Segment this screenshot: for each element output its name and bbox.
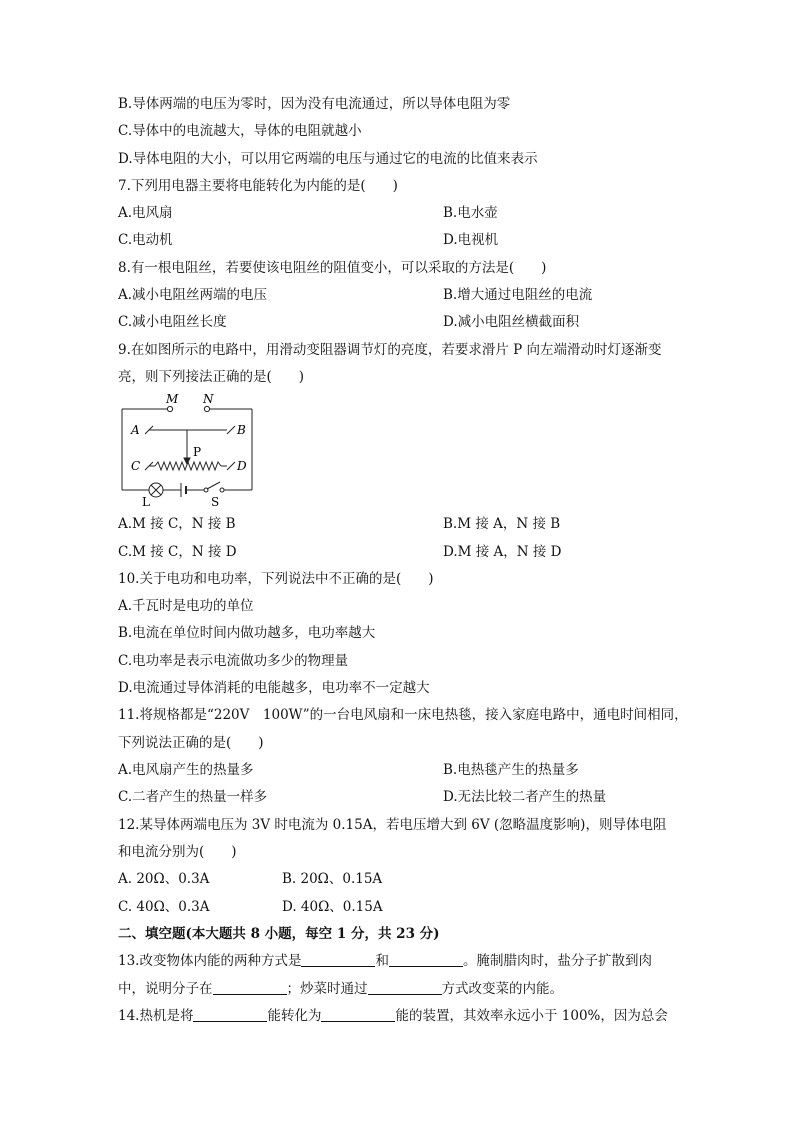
- q13-text-3: 。腌制腊肉时，盐分子扩散到肉: [462, 953, 652, 969]
- blank-field: [193, 1007, 267, 1022]
- q13-text-2: 和: [375, 953, 389, 969]
- label-b: B: [237, 423, 246, 437]
- circuit-diagram: [115, 392, 257, 510]
- q8-option-c: C.减小电阻丝长度: [118, 314, 227, 330]
- terminal-d-mark: [227, 462, 235, 470]
- q13-text-4: 中，说明分子在: [118, 981, 213, 997]
- switch-blade: [207, 482, 220, 489]
- q10-option-d: D.电流通过导体消耗的电能越多，电功率不一定越大: [118, 680, 430, 696]
- label-a: A: [131, 423, 140, 437]
- q9-option-d: D.M 接 A，N 接 D: [443, 544, 562, 560]
- slider-p-arrow: [184, 458, 190, 464]
- label-d: D: [237, 459, 247, 473]
- q6-option-b: B.导体两端的电压为零时，因为没有电流通过，所以导体电阻为零: [118, 96, 511, 112]
- q8-option-a: A.减小电阻丝两端的电压: [118, 287, 268, 303]
- q7-stem: 7.下列用电器主要将电能转化为内能的是( ): [118, 178, 398, 194]
- section-2-heading: 二、填空题(本大题共 8 小题，每空 1 分，共 23 分): [118, 926, 440, 942]
- q12-stem-line1: 12.某导体两端电压为 3V 时电流为 0.15A，若电压增大到 6V (忽略温度影响)，则导体电阻: [118, 817, 667, 833]
- label-s: S: [211, 495, 220, 509]
- q12-option-b: B. 20Ω、0.15A: [282, 871, 383, 887]
- blank-field: [389, 952, 463, 967]
- q14-line1: [118, 1007, 668, 1025]
- q13-line2: [118, 980, 563, 998]
- q9-option-a: A.M 接 C，N 接 B: [118, 516, 236, 532]
- label-p: P: [193, 445, 202, 459]
- label-l: L: [142, 495, 150, 509]
- q8-option-b: B.增大通过电阻丝的电流: [443, 287, 593, 303]
- q11-option-a: A.电风扇产生的热量多: [118, 762, 254, 778]
- q11-option-c: C.二者产生的热量一样多: [118, 789, 268, 805]
- q12-option-c: C. 40Ω、0.3A: [118, 899, 210, 915]
- q7-option-b: B.电水壶: [443, 205, 498, 221]
- q13-text-6: 方式改变菜的内能。: [441, 981, 563, 997]
- blank-field: [321, 1007, 395, 1022]
- q14-text-1: 14.热机是将: [118, 1008, 194, 1024]
- q11-option-d: D.无法比较二者产生的热量: [443, 789, 607, 805]
- switch-contact-right: [220, 488, 224, 492]
- q10-stem: 10.关于电功和电功率，下列说法中不正确的是( ): [118, 571, 434, 587]
- blank-field: [368, 980, 442, 995]
- q6-option-d: D.导体电阻的大小，可以用它两端的电压与通过它的电流的比值来表示: [118, 151, 538, 167]
- q9-option-b: B.M 接 A，N 接 B: [443, 516, 561, 532]
- q8-stem: 8.有一根电阻丝，若要使该电阻丝的阻值变小，可以采取的方法是( ): [118, 260, 547, 276]
- terminal-b-mark: [227, 426, 235, 434]
- q12-option-d: D. 40Ω、0.15A: [282, 899, 383, 915]
- resistor-coil: [155, 462, 221, 470]
- q10-option-c: C.电功率是表示电流做功多少的物理量: [118, 653, 349, 669]
- q10-option-a: A.千瓦时是电功的单位: [118, 598, 254, 614]
- q13-text-1: 13.改变物体内能的两种方式是: [118, 953, 302, 969]
- q7-option-c: C.电动机: [118, 232, 173, 248]
- q11-stem-line1: 11.将规格都是“220V 100W”的一台电风扇和一床电热毯，接入家庭电路中，通电时间相同，: [118, 707, 688, 723]
- q9-stem-line1: 9.在如图所示的电路中，用滑动变阻器调节灯的亮度，若要求滑片 P 向左端滑动时灯逐渐变: [118, 342, 662, 358]
- q11-stem-line2: 下列说法正确的是( ): [118, 735, 264, 751]
- blank-field: [213, 980, 287, 995]
- q14-text-3: 能的装置，其效率永远小于 100%，因为总会: [395, 1008, 668, 1024]
- label-n: N: [203, 392, 214, 406]
- q11-option-b: B.电热毯产生的热量多: [443, 762, 579, 778]
- q14-text-2: 能转化为: [267, 1008, 322, 1024]
- blank-field: [301, 952, 375, 967]
- q12-option-a: A. 20Ω、0.3A: [118, 871, 210, 887]
- q9-option-c: C.M 接 C，N 接 D: [118, 544, 237, 560]
- label-c: C: [131, 459, 141, 473]
- q7-option-d: D.电视机: [443, 232, 499, 248]
- q7-option-a: A.电风扇: [118, 205, 173, 221]
- q13-text-5: ；炒菜时通过: [286, 981, 368, 997]
- q10-option-b: B.电流在单位时间内做功越多，电功率越大: [118, 625, 376, 641]
- terminal-n: [204, 406, 209, 411]
- q8-option-d: D.减小电阻丝横截面积: [443, 314, 580, 330]
- terminal-m: [167, 406, 172, 411]
- label-m: M: [166, 392, 179, 406]
- q9-stem-line2: 亮，则下列接法正确的是( ): [118, 369, 305, 385]
- q12-stem-line2: 和电流分别为( ): [118, 844, 237, 860]
- q6-option-c: C.导体中的电流越大，导体的电阻就越小: [118, 123, 362, 139]
- q13-line1: [118, 952, 652, 970]
